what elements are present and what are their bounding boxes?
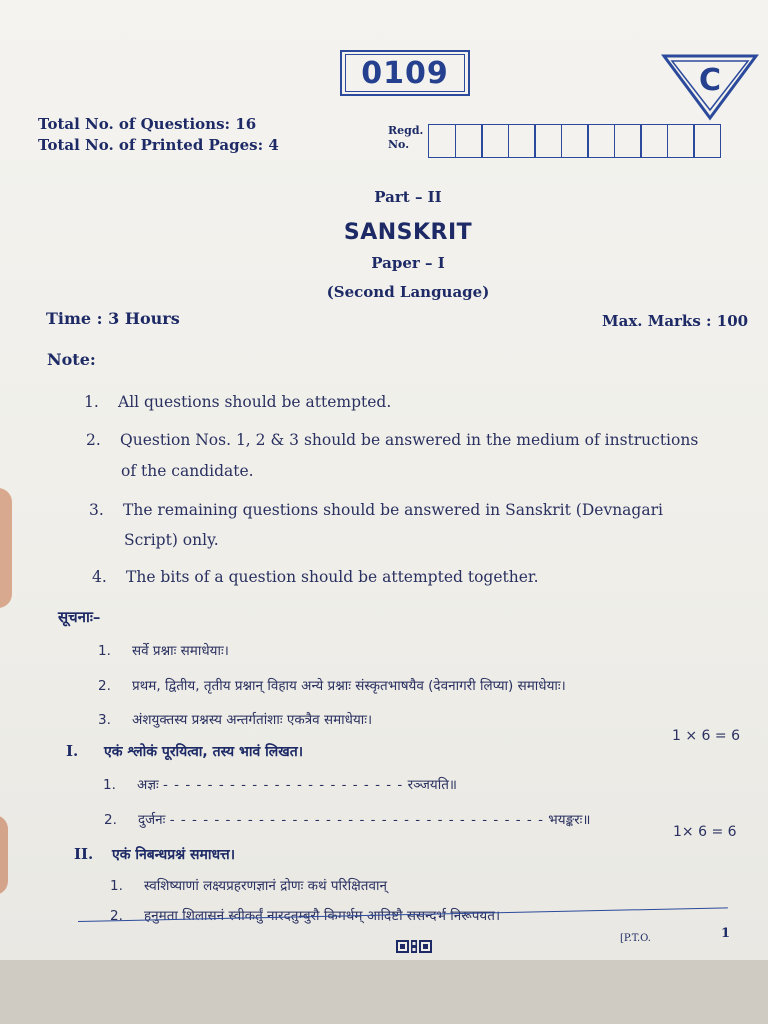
subitem-text: स्वशिष्याणां लक्ष्यप्रहरणज्ञानं द्रोणः कथं परिक्षितवान् bbox=[144, 878, 387, 894]
suchana-item-number: 1. bbox=[98, 643, 111, 659]
note-item-text: Question Nos. 1, 2 & 3 should be answered in the medium of instructions bbox=[120, 431, 699, 449]
regd-box[interactable] bbox=[481, 124, 509, 158]
question-subitem bbox=[110, 876, 387, 894]
regd-label-line2: No. bbox=[388, 138, 410, 151]
regd-box[interactable] bbox=[587, 124, 615, 158]
subitem-number: 1. bbox=[103, 777, 116, 793]
verse-start: दुर्जनः bbox=[138, 812, 166, 828]
note-item bbox=[86, 431, 698, 449]
suchana-item-text: अंशयुक्तस्य प्रश्नस्य अन्तर्गतांशाः एकत्रैव समाधेयाः। bbox=[132, 712, 373, 728]
set-letter: C bbox=[698, 63, 722, 98]
paper-code-box bbox=[340, 50, 470, 96]
question-subitem bbox=[104, 810, 590, 828]
note-item bbox=[89, 501, 663, 519]
note-item bbox=[92, 568, 539, 586]
suchana-item-number: 2. bbox=[98, 678, 111, 694]
regd-number-boxes bbox=[428, 124, 720, 158]
finger-edge bbox=[0, 488, 12, 608]
regd-box[interactable] bbox=[428, 124, 456, 158]
max-marks: Max. Marks : 100 bbox=[602, 312, 749, 330]
verse-end: भयङ्करः॥ bbox=[548, 812, 591, 828]
regd-label bbox=[388, 124, 423, 152]
verse-end: रञ्जयति॥ bbox=[407, 777, 457, 793]
fill-blank-line: - - - - - - - - - - - - - - - - - - - - - - - - - - - - - - - - - - bbox=[169, 812, 544, 828]
subitem-number: 1. bbox=[110, 878, 123, 894]
note-item-text: The remaining questions should be answered in Sanskrit (Devnagari bbox=[123, 501, 663, 519]
regd-box[interactable] bbox=[640, 124, 668, 158]
note-item-text: All questions should be attempted. bbox=[118, 393, 392, 411]
question-text: एकं श्लोकं पूरयित्वा, तस्य भावं लिखत। bbox=[104, 744, 304, 760]
suchana-item-number: 3. bbox=[98, 712, 111, 728]
subject-heading: SANSKRIT bbox=[343, 220, 473, 245]
question-number: II. bbox=[74, 845, 94, 863]
background-surface bbox=[0, 960, 768, 1024]
finger-edge bbox=[0, 815, 8, 895]
question-marks: 1× 6 = 6 bbox=[673, 824, 737, 840]
qr-code-mark bbox=[396, 940, 432, 953]
paper-heading: Paper – I bbox=[371, 254, 445, 272]
question-number: I. bbox=[66, 742, 79, 760]
please-turn-over: [P.T.O. bbox=[620, 933, 651, 944]
note-item-number: 1. bbox=[84, 393, 99, 411]
note-item-continuation: Script) only. bbox=[124, 531, 219, 549]
subitem-text: हनुमता शिलासनं स्वीकर्तुं नारदतुम्बुरौ किमर्थम् आदिष्टौ ससन्दर्भ निरूपयत। bbox=[144, 908, 501, 924]
subitem-number: 2. bbox=[104, 812, 117, 828]
regd-box[interactable] bbox=[534, 124, 562, 158]
time-allowed: Time : 3 Hours bbox=[46, 309, 180, 328]
regd-box[interactable] bbox=[693, 124, 721, 158]
verse-start: अज्ञः bbox=[137, 777, 159, 793]
regd-box[interactable] bbox=[508, 124, 536, 158]
note-item-text: The bits of a question should be attempted together. bbox=[126, 568, 539, 586]
note-item bbox=[84, 393, 391, 411]
part-heading: Part – II bbox=[374, 188, 442, 206]
language-heading: (Second Language) bbox=[326, 283, 490, 301]
suchana-item-text: प्रथम, द्वितीय, तृतीय प्रश्नान् विहाय अन्ये प्रश्नाः संस्कृतभाषयैव (देवनागरी लिप्या) समाधेयाः। bbox=[132, 678, 566, 694]
subitem-number: 2. bbox=[110, 908, 123, 924]
question-subitem bbox=[110, 906, 500, 924]
question-heading bbox=[74, 845, 235, 864]
suchana-item bbox=[98, 676, 566, 694]
suchana-item bbox=[98, 641, 229, 659]
fill-blank-line: - - - - - - - - - - - - - - - - - - - - - - bbox=[163, 777, 404, 793]
page-number: 1 bbox=[721, 926, 731, 941]
question-subitem bbox=[103, 775, 457, 793]
question-count-block bbox=[38, 114, 279, 156]
total-pages: Total No. of Printed Pages: 4 bbox=[38, 136, 279, 154]
question-marks: 1 × 6 = 6 bbox=[672, 728, 740, 744]
suchana-item bbox=[98, 710, 372, 728]
question-heading bbox=[66, 742, 303, 761]
paper-code: 0109 bbox=[345, 54, 465, 92]
suchana-item-text: सर्वे प्रश्नाः समाधेयाः। bbox=[132, 643, 229, 659]
note-item-continuation: of the candidate. bbox=[121, 462, 254, 480]
question-text: एकं निबन्धप्रश्नं समाधत्त। bbox=[112, 847, 236, 863]
regd-box[interactable] bbox=[561, 124, 589, 158]
regd-box[interactable] bbox=[614, 124, 642, 158]
regd-box[interactable] bbox=[455, 124, 483, 158]
set-c-triangle-badge bbox=[660, 52, 760, 122]
total-questions: Total No. of Questions: 16 bbox=[38, 115, 257, 133]
suchana-heading: सूचनाः– bbox=[58, 608, 101, 626]
note-item-number: 4. bbox=[92, 568, 107, 586]
note-item-number: 2. bbox=[86, 431, 101, 449]
regd-box[interactable] bbox=[667, 124, 695, 158]
note-item-number: 3. bbox=[89, 501, 104, 519]
note-heading: Note: bbox=[47, 350, 96, 369]
regd-label-line1: Regd. bbox=[388, 124, 424, 137]
